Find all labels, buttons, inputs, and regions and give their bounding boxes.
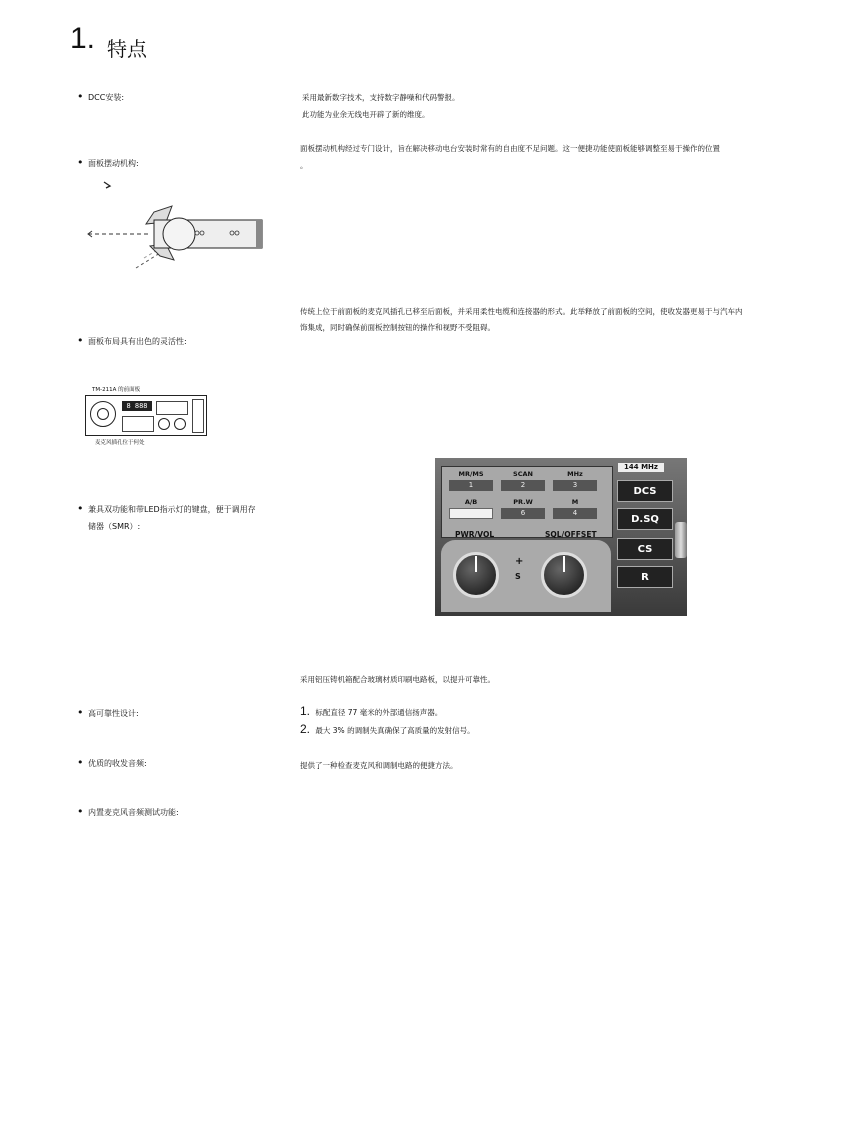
knob-label-pwr-vol: PWR/VOL	[455, 530, 495, 539]
key-1[interactable]: 1	[449, 480, 493, 491]
key-label-mhz: MHz	[567, 470, 583, 478]
key-label-ab: A/B	[464, 498, 478, 506]
key-label-scan: SCAN	[513, 470, 533, 478]
layout-desc-2: 饰集成，同时确保前面板控制按钮的操作和视野不受阻碍。	[300, 323, 495, 332]
key-ab[interactable]	[449, 508, 493, 519]
r-button[interactable]: R	[617, 566, 673, 588]
key-label-m: M	[571, 498, 579, 506]
feature-mic-test: • 内置麦克风音频测试功能:	[88, 806, 179, 819]
section-number: 1.	[70, 22, 96, 55]
key-6[interactable]: 6	[501, 508, 545, 519]
feature-audio: • 优质的收发音频:	[88, 757, 147, 770]
list-number: 1.	[300, 704, 311, 718]
dcc-desc-2: 此功能为业余无线电开辟了新的维度。	[302, 110, 430, 119]
dsq-button[interactable]: D.SQ	[617, 508, 673, 530]
layout-desc-1: 传统上位于前面板的麦克风插孔已移至后面板，并采用柔性电缆和连接器的形式。此举释放了前面板的空间，使收发器更易于与汽车内	[300, 307, 743, 316]
list-text: 最大 3% 的调制失真确保了高质量的发射信号。	[315, 726, 475, 735]
key-4[interactable]: 4	[553, 508, 597, 519]
casing-desc: 采用铝压铸机箱配合玻璃材质印刷电路板，以提升可靠性。	[300, 675, 495, 684]
swing-desc-1: 面板摆动机构经过专门设计，旨在解决移动电台安装时常有的自由度不足问题。这一便捷功能使面板能够调整至易于操作的位置	[300, 144, 720, 153]
swing-mechanism-figure	[84, 176, 274, 272]
dcc-desc-1: 采用最新数字技术，支持数字静噪和代码警报。	[302, 93, 460, 102]
key-3[interactable]: 3	[553, 480, 597, 491]
feature-keypad-line2: 储器（SMR）:	[88, 522, 141, 531]
dcs-button[interactable]: DCS	[617, 480, 673, 502]
freq-display: 144 MHz	[618, 463, 664, 472]
key-label-prw: PR.W	[513, 498, 533, 506]
key-label-mr-ms: MR/MS	[458, 470, 484, 478]
knob-label-sql-offset: SQL/OFFSET	[545, 530, 597, 539]
swing-desc-2: 。	[300, 161, 308, 170]
cs-button[interactable]: CS	[617, 538, 673, 560]
feature-reliability: • 高可靠性设计:	[88, 707, 139, 720]
front-panel-figure	[85, 395, 207, 436]
lcd-display: 8 888	[122, 401, 152, 411]
list-number: 2.	[300, 722, 311, 736]
plus-mark: +	[515, 556, 524, 567]
panel-caption-top: TM-211A 的前面板	[92, 387, 141, 393]
key-2[interactable]: 2	[501, 480, 545, 491]
feature-dcc: • DCC安装:	[88, 91, 124, 104]
feature-keypad	[88, 503, 256, 533]
panel-caption-bottom: 麦克风插孔位于何处	[95, 440, 145, 446]
feature-layout: • 面板布局具有出色的灵活性:	[88, 335, 187, 348]
keypad-photo	[435, 458, 687, 616]
mic-connector	[675, 522, 687, 558]
reliability-item-2	[300, 723, 475, 737]
feature-keypad-line1: • 兼具双功能和带LED指示灯的键盘，便于调用存	[88, 505, 256, 514]
list-text: 标配直径 77 毫米的外部通信扬声器。	[315, 708, 443, 717]
feature-swing: • 面板摆动机构:	[88, 157, 139, 170]
minus-mark: S	[515, 572, 521, 581]
section-title: 特点	[107, 37, 147, 61]
mic-test-desc: 提供了一种检查麦克风和调制电路的便捷方法。	[300, 761, 458, 770]
reliability-item-1	[300, 705, 442, 719]
